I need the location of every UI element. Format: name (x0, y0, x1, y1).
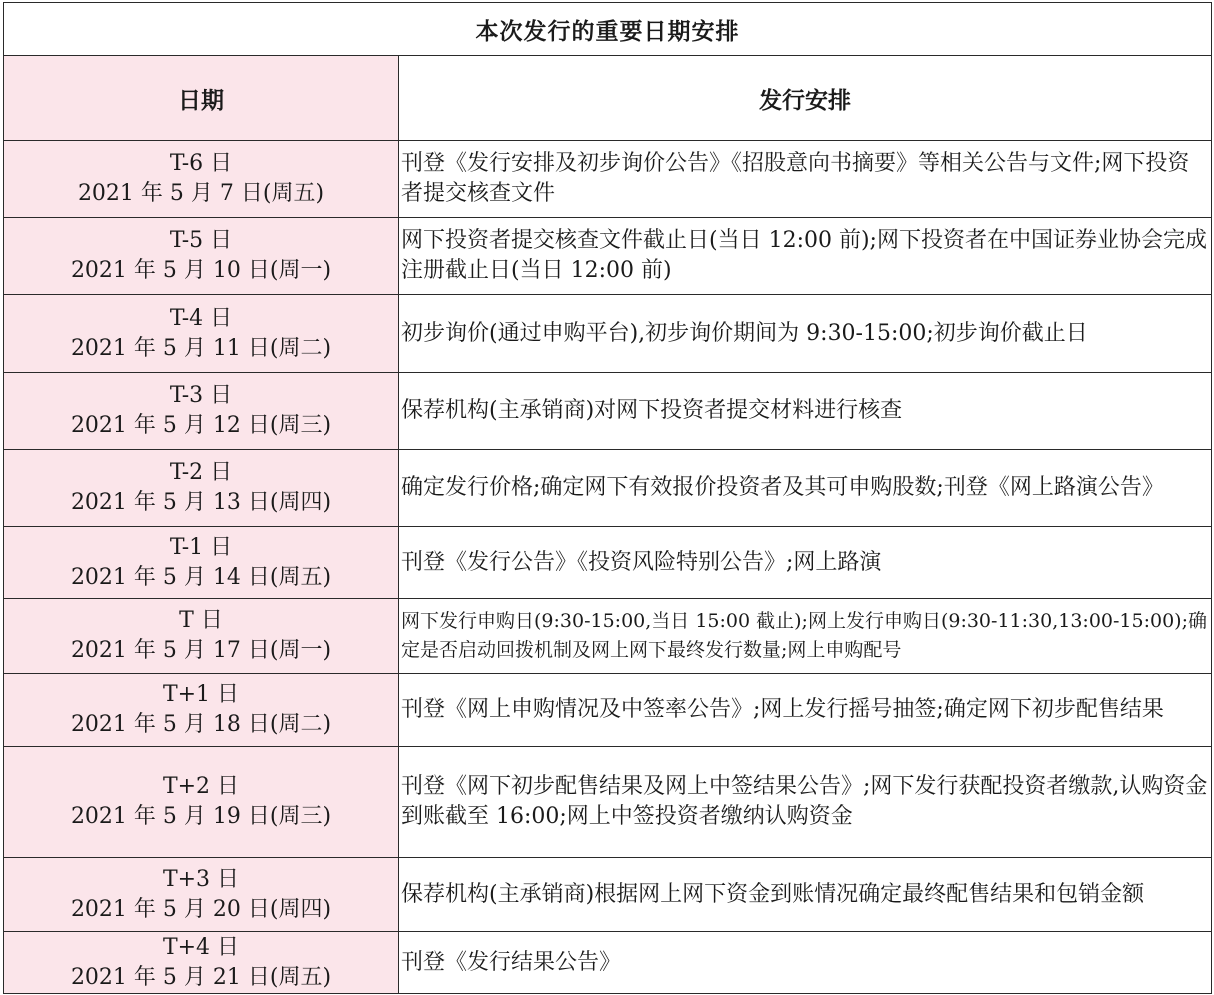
date-cell (4, 527, 399, 599)
arrangement-cell: 确定发行价格;确定网下有效报价投资者及其可申购股数;刊登《网上路演公告》 (399, 450, 1212, 527)
arrangement-cell: 刊登《网上申购情况及中签率公告》;网上发行摇号抽签;确定网下初步配售结果 (399, 674, 1212, 747)
day-label: T-2 日 (169, 460, 233, 485)
date-label: 2021 年 5 月 12 日(周三) (70, 413, 332, 438)
day-label: T-6 日 (169, 151, 233, 176)
date-label: 2021 年 5 月 21 日(周五) (70, 964, 332, 990)
schedule-table (3, 2, 1212, 994)
arrangement-cell: 初步询价(通过申购平台),初步询价期间为 9:30-15:00;初步询价截止日 (399, 295, 1212, 373)
day-label: T 日 (179, 608, 223, 633)
arrangement-cell: 网下投资者提交核查文件截止日(当日 12:00 前);网下投资者在中国证券业协会完成注册截止日(当日 12:00 前) (399, 218, 1212, 295)
table-row (4, 527, 1212, 599)
day-label: T-5 日 (169, 228, 233, 253)
date-label: 2021 年 5 月 18 日(周二) (70, 712, 332, 737)
day-label: T+1 日 (162, 682, 240, 707)
date-label: 2021 年 5 月 10 日(周一) (70, 258, 332, 283)
date-cell (4, 747, 399, 858)
day-label: T+3 日 (162, 866, 240, 892)
arrangement-cell: 刊登《发行公告》《投资风险特别公告》;网上路演 (399, 527, 1212, 599)
day-label: T-3 日 (169, 383, 233, 408)
date-label: 2021 年 5 月 19 日(周三) (70, 804, 332, 829)
title-row (4, 3, 1212, 56)
table-row (4, 674, 1212, 747)
date-label: 2021 年 5 月 20 日(周四) (70, 896, 332, 922)
date-cell (4, 858, 399, 932)
date-cell (4, 373, 399, 450)
header-row (4, 56, 1212, 141)
date-label: 2021 年 5 月 7 日(周五) (77, 181, 325, 206)
table-row (4, 373, 1212, 450)
date-cell (4, 218, 399, 295)
date-cell (4, 295, 399, 373)
arrangement-cell: 刊登《网下初步配售结果及网上中签结果公告》;网下发行获配投资者缴款,认购资金到账截至 16:00;网上中签投资者缴纳认购资金 (399, 747, 1212, 858)
table-row (4, 218, 1212, 295)
table-row (4, 858, 1212, 932)
schedule-document (3, 2, 1211, 992)
table-row (4, 747, 1212, 858)
header-arrangement: 发行安排 (399, 56, 1212, 141)
arrangement-cell: 保荐机构(主承销商)根据网上网下资金到账情况确定最终配售结果和包销金额 (399, 858, 1212, 932)
date-cell (4, 599, 399, 674)
arrangement-cell: 刊登《发行安排及初步询价公告》《招股意向书摘要》等相关公告与文件;网下投资者提交核查文件 (399, 141, 1212, 218)
day-label: T-1 日 (169, 534, 233, 560)
date-label: 2021 年 5 月 14 日(周五) (70, 564, 332, 590)
date-cell (4, 674, 399, 747)
table-row (4, 295, 1212, 373)
day-label: T+2 日 (162, 774, 240, 799)
date-label: 2021 年 5 月 11 日(周二) (70, 335, 332, 361)
date-cell (4, 141, 399, 218)
date-cell (4, 450, 399, 527)
arrangement-cell: 刊登《发行结果公告》 (399, 932, 1212, 994)
day-label: T-4 日 (169, 305, 233, 331)
table-row (4, 599, 1212, 674)
table-row (4, 450, 1212, 527)
table-title: 本次发行的重要日期安排 (4, 3, 1212, 56)
table-row (4, 141, 1212, 218)
header-date: 日期 (4, 56, 399, 141)
date-cell (4, 932, 399, 994)
arrangement-cell: 保荐机构(主承销商)对网下投资者提交材料进行核查 (399, 373, 1212, 450)
day-label: T+4 日 (162, 934, 240, 960)
table-row (4, 932, 1212, 994)
date-label: 2021 年 5 月 17 日(周一) (70, 638, 332, 663)
arrangement-cell: 网下发行申购日(9:30-15:00,当日 15:00 截止);网上发行申购日(9:30-11:30,13:00-15:00);确定是否启动回拨机制及网上网下最终发行数量;网上申购配号 (399, 599, 1212, 674)
date-label: 2021 年 5 月 13 日(周四) (70, 490, 332, 515)
